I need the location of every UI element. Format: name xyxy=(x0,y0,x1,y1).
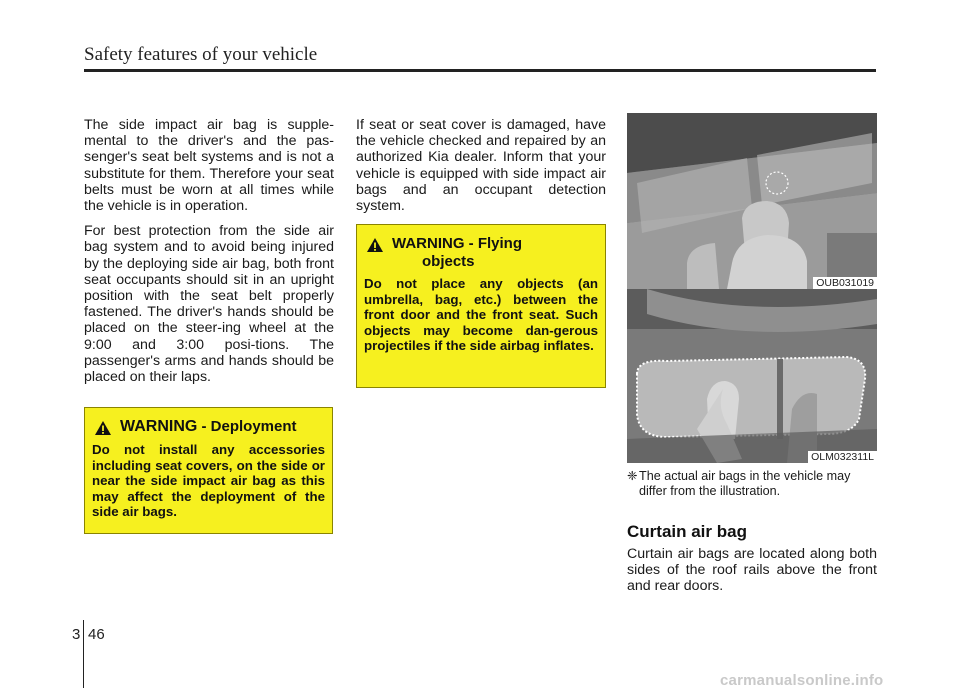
page-number-divider xyxy=(83,620,84,688)
text-column-1 xyxy=(84,117,334,394)
side-airbag-figure xyxy=(627,113,877,289)
note-symbol: ❈ xyxy=(627,469,638,483)
chapter-number: 3 xyxy=(72,626,81,643)
warning-subtitle: objects xyxy=(422,253,475,270)
watermark: carmanualsonline.info xyxy=(720,672,884,689)
warning-triangle-icon xyxy=(366,237,384,253)
figure-code: OLM032311L xyxy=(808,451,877,463)
section-title: Curtain air bag xyxy=(627,522,747,541)
note-line: differ from the illustration. xyxy=(639,484,781,498)
paragraph: For best protection from the side air bag system and to avoid being injured by the deploying side air bag, both front seat occupants should sit in an upright position with the seat belt properly fastened. The driver's hands should be placed on the steer-ing wheel at the 9:00 and 3:00 posi-tions. The passenger's arms and hands should be placed on their laps. xyxy=(84,223,334,386)
curtain-illustration xyxy=(627,289,877,463)
illustration-note xyxy=(627,469,879,499)
text-column-2 xyxy=(356,117,606,223)
warning-label: WARNING - Flying xyxy=(392,235,522,252)
warning-triangle-icon xyxy=(94,420,112,436)
note-line: The actual air bags in the vehicle may xyxy=(639,469,851,483)
warning-title xyxy=(364,235,598,253)
page-number: 46 xyxy=(88,626,105,643)
seat-illustration xyxy=(627,113,877,289)
warning-body: Do not install any accessories including seat covers, on the side or near the side impact air bag as this may affect the deployment of the side air bags. xyxy=(92,442,325,520)
paragraph: If seat or seat cover is damaged, have the vehicle checked and repaired by an authorized Kia dealer. Inform that your vehicle is equipped with side impact air bags and an occupant detection system. xyxy=(356,117,606,215)
warning-box-flying-objects xyxy=(356,224,606,388)
warning-title xyxy=(92,418,325,436)
warning-body: Do not place any objects (an umbrella, bag, etc.) between the front door and the front seat. Such objects may become dan-gerous projectiles if the side airbag inflates. xyxy=(364,276,598,354)
header-rule xyxy=(84,69,876,72)
warning-box-deployment xyxy=(84,407,333,534)
curtain-airbag-figure xyxy=(627,289,877,463)
warning-subtitle: - Deployment xyxy=(197,418,297,435)
section-body: Curtain air bags are located along both sides of the roof rails above the front and rear doors. xyxy=(627,546,877,595)
figure-code: OUB031019 xyxy=(813,277,877,289)
warning-label: WARNING xyxy=(120,418,198,435)
paragraph: The side impact air bag is supple-mental to the driver's and the pas-senger's seat belt systems and is not a substitute for them. Therefore your seat belts must be worn at all times while the vehicle is in operation. xyxy=(84,117,334,215)
page-header-title: Safety features of your vehicle xyxy=(84,44,318,65)
